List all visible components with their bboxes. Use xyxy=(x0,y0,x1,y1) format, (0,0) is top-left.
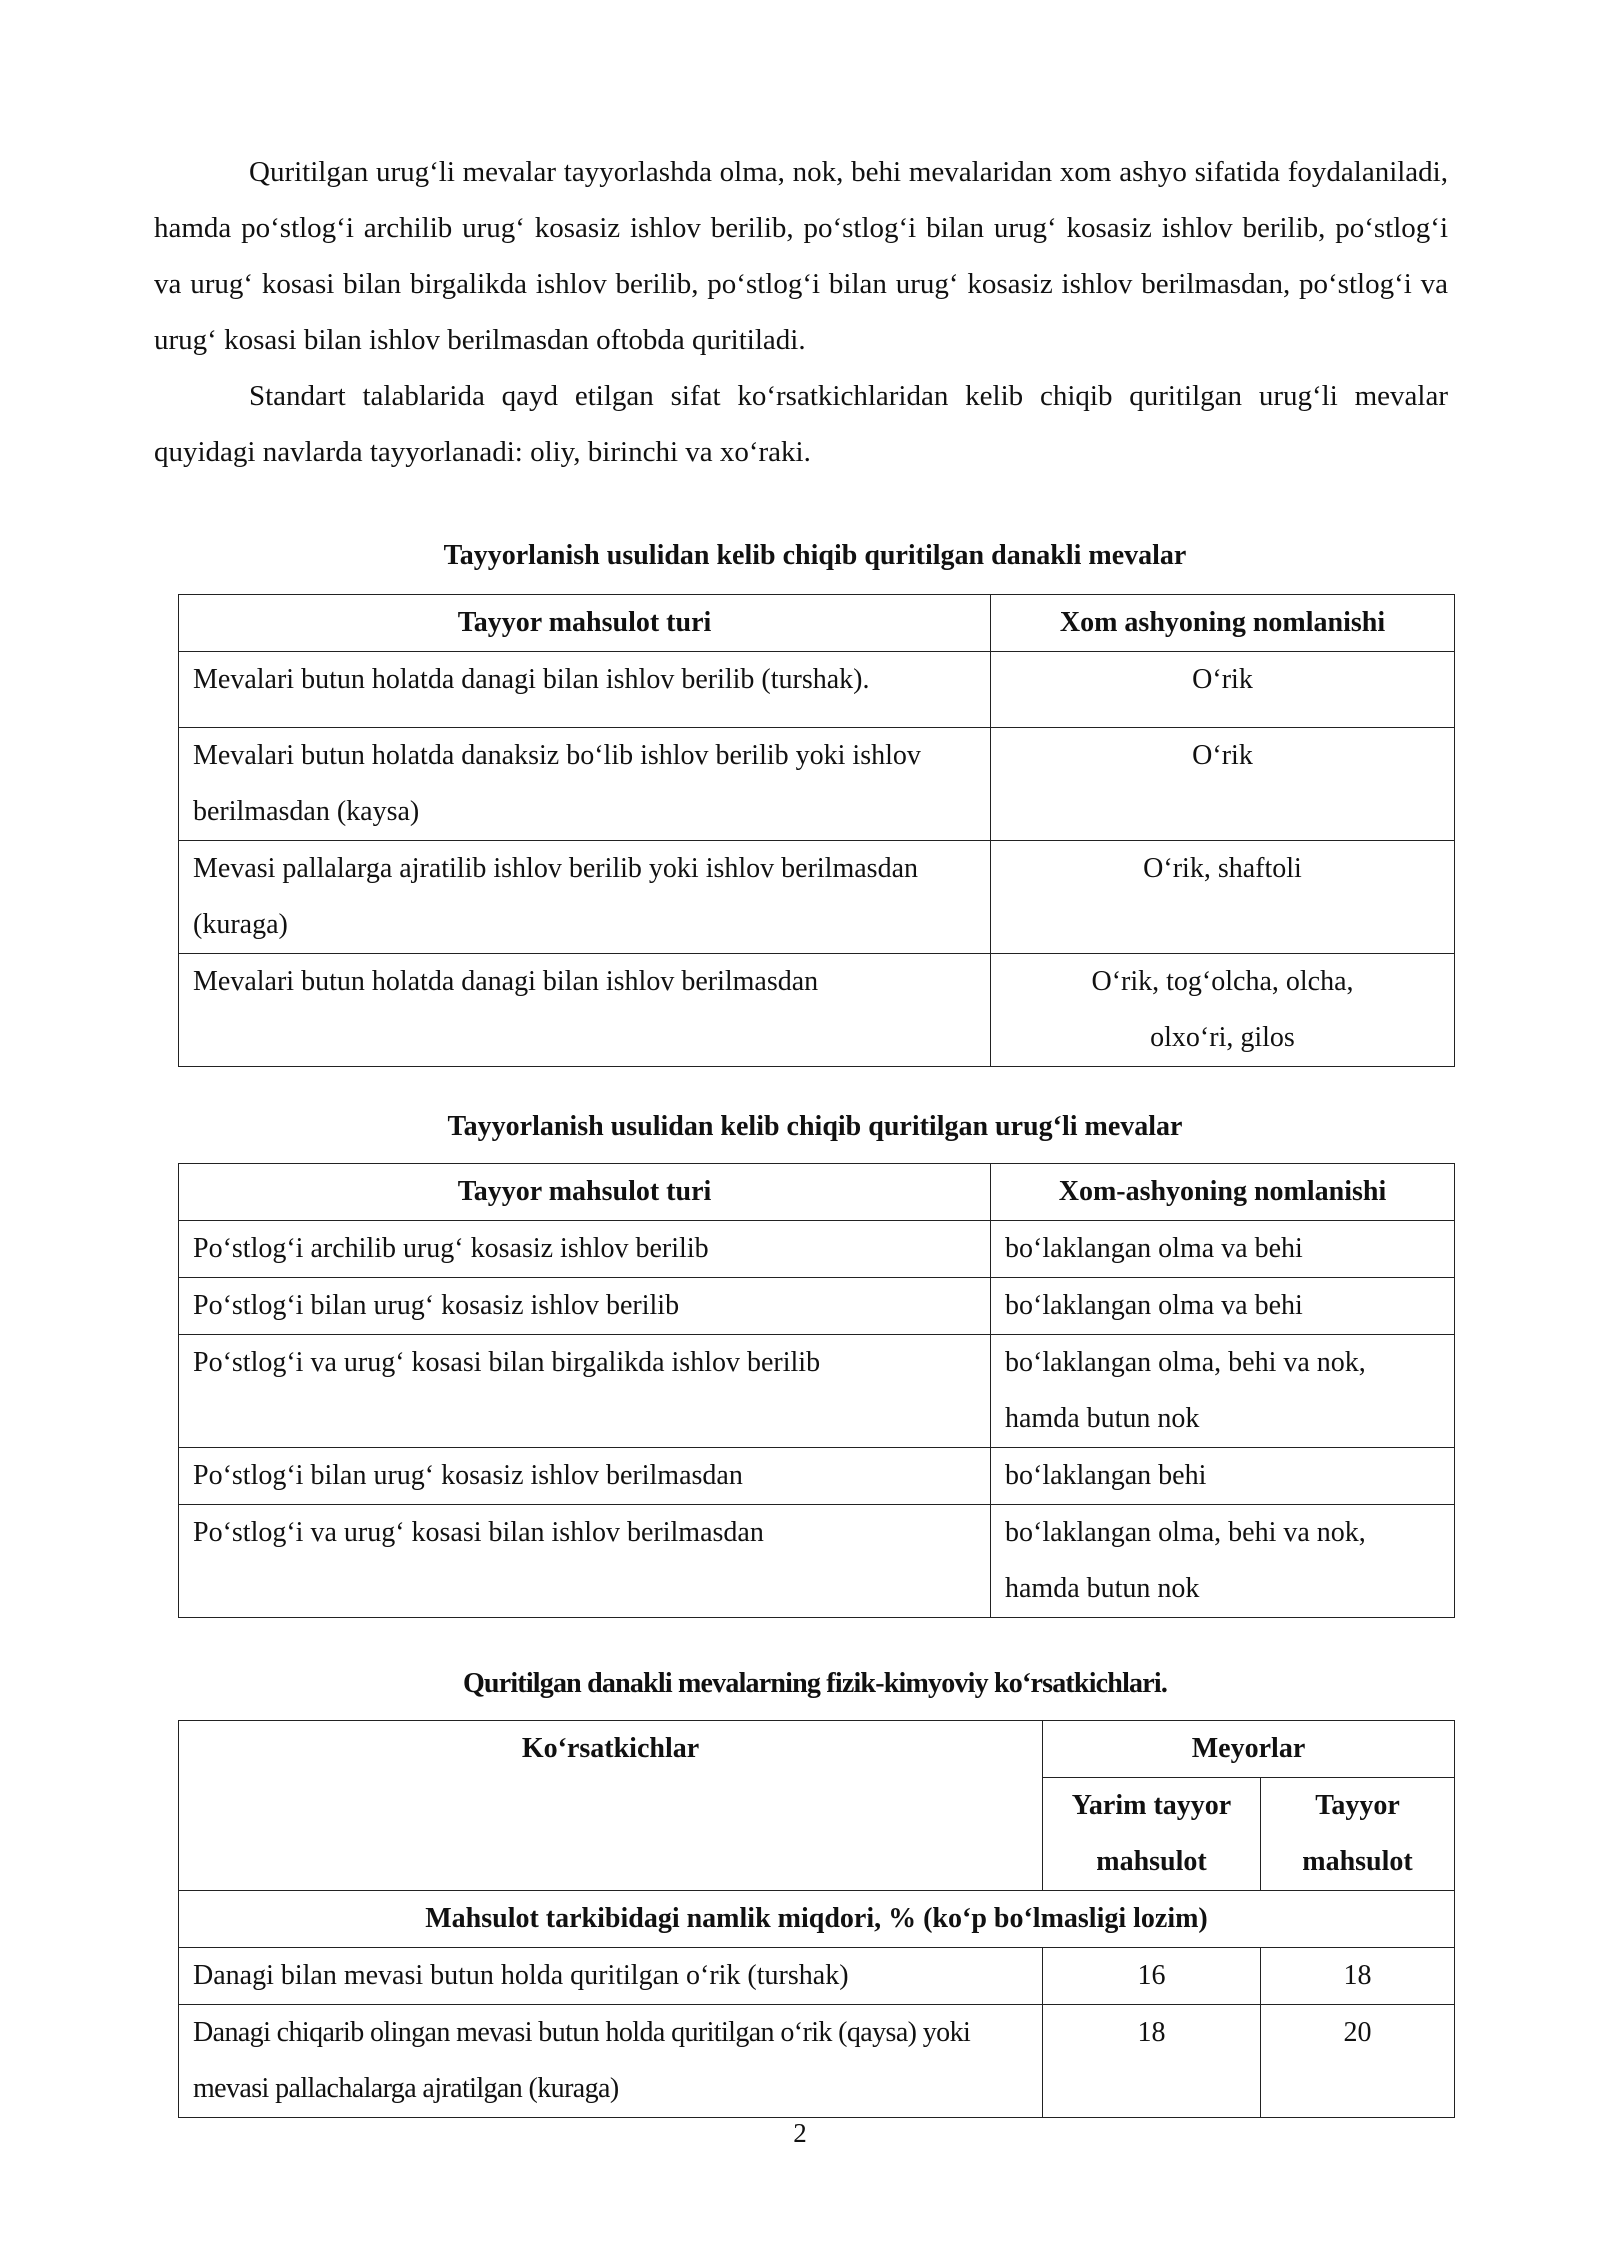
table-cell: O‘rik, tog‘olcha, olcha, olxo‘ri, gilos xyxy=(991,954,1455,1067)
table-header-row xyxy=(179,595,1455,652)
table-cell: 18 xyxy=(1261,1948,1455,2005)
table-header-cell: Tayyor mahsulot turi xyxy=(179,1164,991,1221)
table-cell: O‘rik xyxy=(991,728,1455,841)
table-row xyxy=(179,841,1455,954)
table-header-row xyxy=(179,1164,1455,1221)
paragraph-2: Standart talablarida qayd etilgan sifat ko‘rsatkichlaridan kelib chiqib quritilgan urug‘li mevalar quyidagi navlarda tayyorlanadi: oliy, birinchi va xo‘raki. xyxy=(154,380,1448,468)
final-product-header: Tayyor mahsulot xyxy=(1261,1778,1455,1891)
table-cell: bo‘laklangan olma va behi xyxy=(991,1221,1455,1278)
table-header-cell: Xom-ashyoning nomlanishi xyxy=(991,1164,1455,1221)
page-number: 2 xyxy=(793,2118,807,2148)
indicators-header: Ko‘rsatkichlar xyxy=(179,1721,1043,1891)
paragraph-1: Quritilgan urug‘li mevalar tayyorlashda olma, nok, behi mevalaridan xom ashyo sifatida foydalaniladi, hamda po‘stlog‘i archilib urug‘ kosasiz ishlov berilib, po‘stlog‘i bilan urug‘ kosasiz ishlov berilib, po‘stlog‘i va urug‘ kosasi bilan birgalikda ishlov berilib, po‘stlog‘i bilan urug‘ kosasiz ishlov berilmasdan, po‘stlog‘i va urug‘ kosasi bilan ishlov berilmasdan oftobda quritiladi. xyxy=(154,156,1448,356)
table-row xyxy=(179,1948,1455,2005)
table-cell: bo‘laklangan olma, behi va nok, hamda butun nok xyxy=(991,1335,1455,1448)
table-header-cell: Tayyor mahsulot turi xyxy=(179,595,991,652)
table-3-caption: Quritilgan danakli mevalarning fizik-kimyoviy ko‘rsatkichlari. xyxy=(462,1668,1168,1699)
table-cell: O‘rik xyxy=(991,652,1455,728)
norms-header: Meyorlar xyxy=(1043,1721,1455,1778)
table-cell: Po‘stlog‘i bilan urug‘ kosasiz ishlov berilib xyxy=(179,1278,991,1335)
section-header: Mahsulot tarkibidagi namlik miqdori, % (ko‘p bo‘lmasligi lozim) xyxy=(179,1891,1455,1948)
table-row xyxy=(179,1221,1455,1278)
semi-product-header: Yarim tayyor mahsulot xyxy=(1043,1778,1261,1891)
table-cell: Mevalari butun holatda danagi bilan ishlov berilib (turshak). xyxy=(179,652,991,728)
table-2 xyxy=(178,1163,1455,1618)
table-row xyxy=(179,1505,1455,1618)
table-1 xyxy=(178,594,1455,1067)
table-cell: Po‘stlog‘i va urug‘ kosasi bilan ishlov berilmasdan xyxy=(179,1505,991,1618)
table-cell: 16 xyxy=(1043,1948,1261,2005)
table-cell: bo‘laklangan olma va behi xyxy=(991,1278,1455,1335)
table-cell: Po‘stlog‘i va urug‘ kosasi bilan birgalikda ishlov berilib xyxy=(179,1335,991,1448)
table-row xyxy=(179,954,1455,1067)
table-cell: Mevalari butun holatda danaksiz bo‘lib ishlov berilib yoki ishlov berilmasdan (kaysa) xyxy=(179,728,991,841)
table-3 xyxy=(178,1720,1455,2118)
table-cell: bo‘laklangan olma, behi va nok, hamda butun nok xyxy=(991,1505,1455,1618)
section-row xyxy=(179,1891,1455,1948)
table-cell: Po‘stlog‘i archilib urug‘ kosasiz ishlov berilib xyxy=(179,1221,991,1278)
table-row xyxy=(179,1335,1455,1448)
table-cell: Mevasi pallalarga ajratilib ishlov berilib yoki ishlov berilmasdan (kuraga) xyxy=(179,841,991,954)
table-cell: Danagi chiqarib olingan mevasi butun holda quritilgan o‘rik (qaysa) yoki mevasi pallachalarga ajratilgan (kuraga) xyxy=(179,2005,1043,2118)
table-header-cell: Xom ashyoning nomlanishi xyxy=(991,595,1455,652)
table-cell: 20 xyxy=(1261,2005,1455,2118)
table-cell: O‘rik, shaftoli xyxy=(991,841,1455,954)
table-row xyxy=(179,2005,1455,2118)
table-row xyxy=(179,728,1455,841)
table-row xyxy=(179,1278,1455,1335)
table-cell: Mevalari butun holatda danagi bilan ishlov berilmasdan xyxy=(179,954,991,1067)
table-row xyxy=(179,652,1455,728)
table-2-caption: Tayyorlanish usulidan kelib chiqib quritilgan urug‘li mevalar xyxy=(447,1111,1183,1142)
table-header-row xyxy=(179,1721,1455,1778)
table-cell: Danagi bilan mevasi butun holda quritilgan o‘rik (turshak) xyxy=(179,1948,1043,2005)
table-cell: 18 xyxy=(1043,2005,1261,2118)
table-1-caption: Tayyorlanish usulidan kelib chiqib quritilgan danakli mevalar xyxy=(443,540,1187,571)
table-cell: Po‘stlog‘i bilan urug‘ kosasiz ishlov berilmasdan xyxy=(179,1448,991,1505)
table-cell: bo‘laklangan behi xyxy=(991,1448,1455,1505)
table-row xyxy=(179,1448,1455,1505)
